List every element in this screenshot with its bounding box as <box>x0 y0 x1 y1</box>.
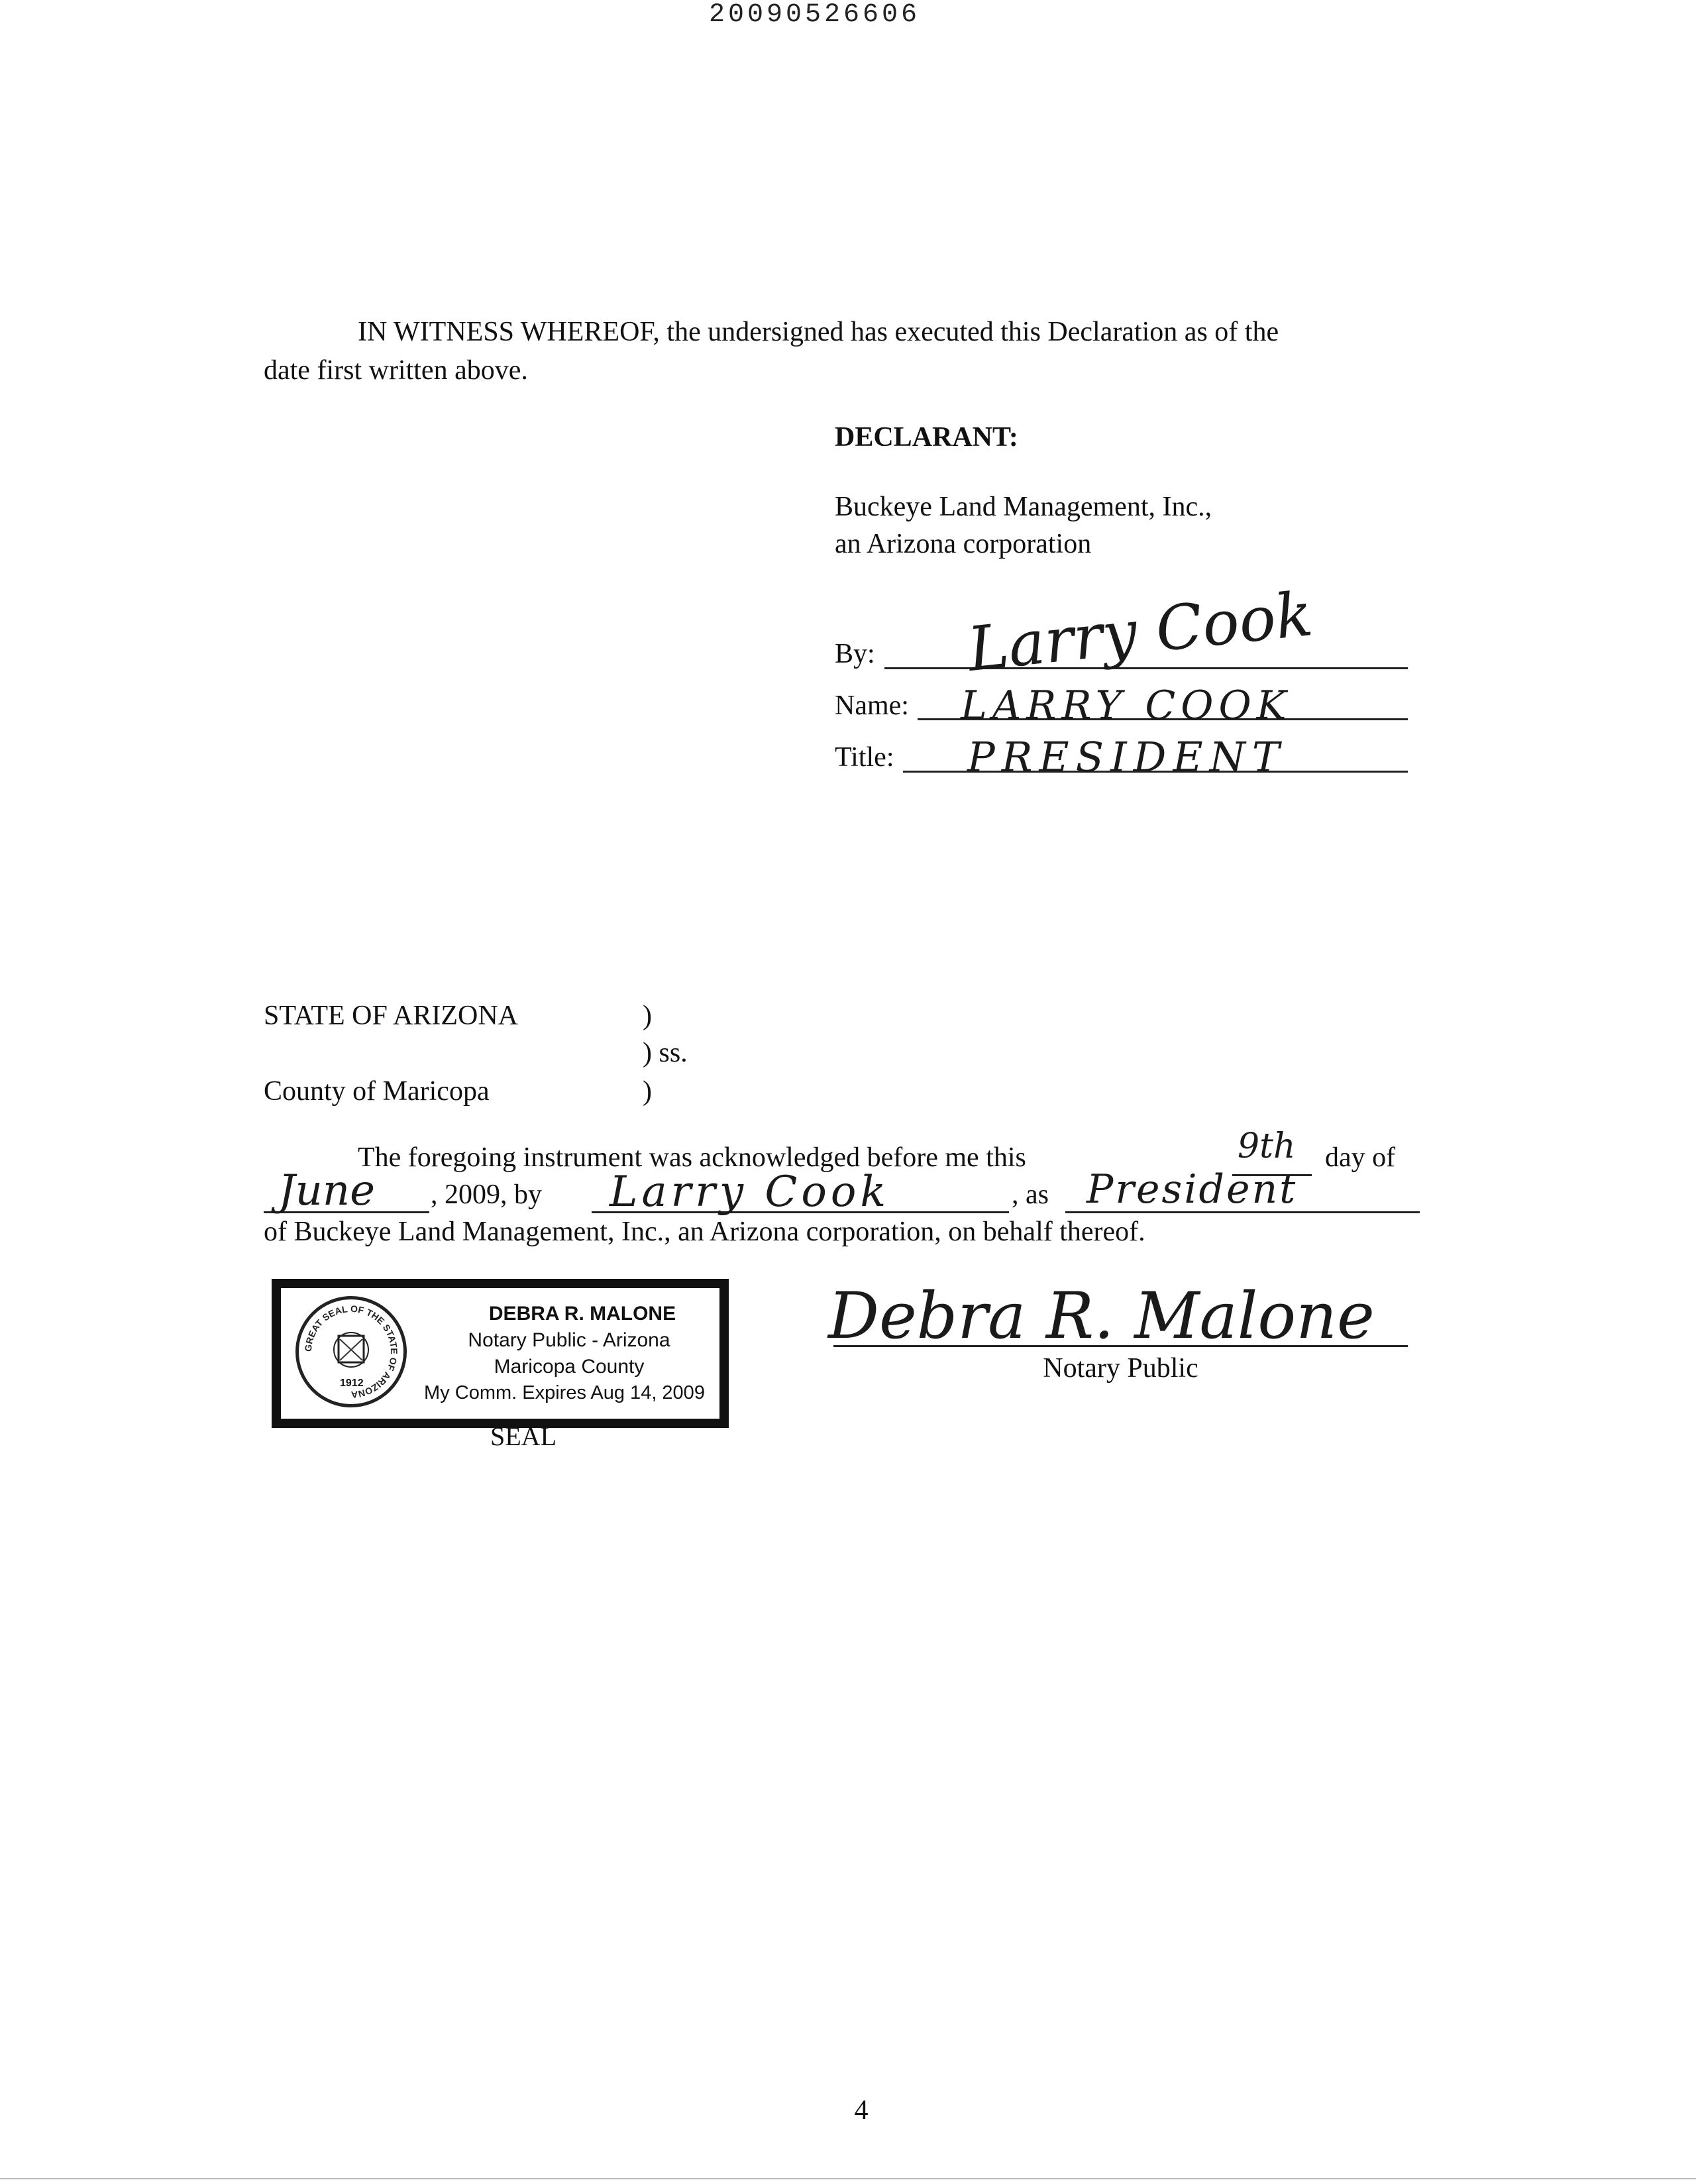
venue-paren-1: ) <box>643 1001 652 1031</box>
by-label: By: <box>835 639 875 669</box>
seal-label: SEAL <box>490 1421 556 1451</box>
state-seal-icon <box>295 1296 407 1407</box>
witness-line-2: date first written above. <box>264 355 528 386</box>
name-handwritten: LARRY COOK <box>961 682 1292 729</box>
name-label: Name: <box>835 690 909 721</box>
ack-month-handwritten: June <box>278 1166 375 1215</box>
ack-role-handwritten: President <box>1086 1166 1298 1213</box>
venue-paren-3: ) <box>643 1076 652 1107</box>
notary-signature: Debra R. Malone <box>828 1279 1375 1353</box>
title-handwritten: PRESIDENT <box>967 733 1287 781</box>
company-name: Buckeye Land Management, Inc., <box>835 492 1212 522</box>
ack-person-handwritten: Larry Cook <box>610 1168 890 1217</box>
notary-stamp <box>272 1279 729 1428</box>
ack-line-3: of Buckeye Land Management, Inc., an Arizona corporation, on behalf thereof. <box>264 1217 1145 1247</box>
notary-signature-line <box>833 1345 1408 1347</box>
footer-rule <box>0 2178 1696 2179</box>
ack-day-handwritten: 9th <box>1238 1126 1296 1166</box>
declarant-heading: DECLARANT: <box>835 422 1018 453</box>
stamp-line-3: Maricopa County <box>494 1356 645 1378</box>
ack-line-1: The foregoing instrument was acknowledged before me this <box>358 1142 1026 1173</box>
ack-day-of: day of <box>1325 1142 1396 1173</box>
title-label: Title: <box>835 742 894 773</box>
seal-ring-text: GREAT SEAL OF THE STATE OF ARIZONA <box>302 1303 400 1401</box>
witness-line-1: IN WITNESS WHEREOF, the undersigned has executed this Declaration as of the <box>358 317 1279 347</box>
venue-county: County of Maricopa <box>264 1076 490 1107</box>
stamp-line-2: Notary Public - Arizona <box>468 1329 670 1351</box>
ack-year-by: , 2009, by <box>431 1179 542 1210</box>
company-type: an Arizona corporation <box>835 529 1092 559</box>
document-number: 20090526606 <box>709 0 921 30</box>
ack-as: , as <box>1012 1179 1049 1210</box>
by-signature-line <box>884 667 1408 669</box>
venue-ss: ) ss. <box>643 1038 688 1068</box>
stamp-line-4: My Comm. Expires Aug 14, 2009 <box>424 1382 705 1403</box>
declarant-signature: Larry Cook <box>964 578 1316 685</box>
stamp-notary-name: DEBRA R. MALONE <box>488 1303 676 1325</box>
venue-state: STATE OF ARIZONA <box>264 1001 518 1031</box>
page-number: 4 <box>854 2095 869 2126</box>
notary-label: Notary Public <box>1043 1353 1198 1384</box>
seal-year: 1912 <box>340 1378 364 1389</box>
